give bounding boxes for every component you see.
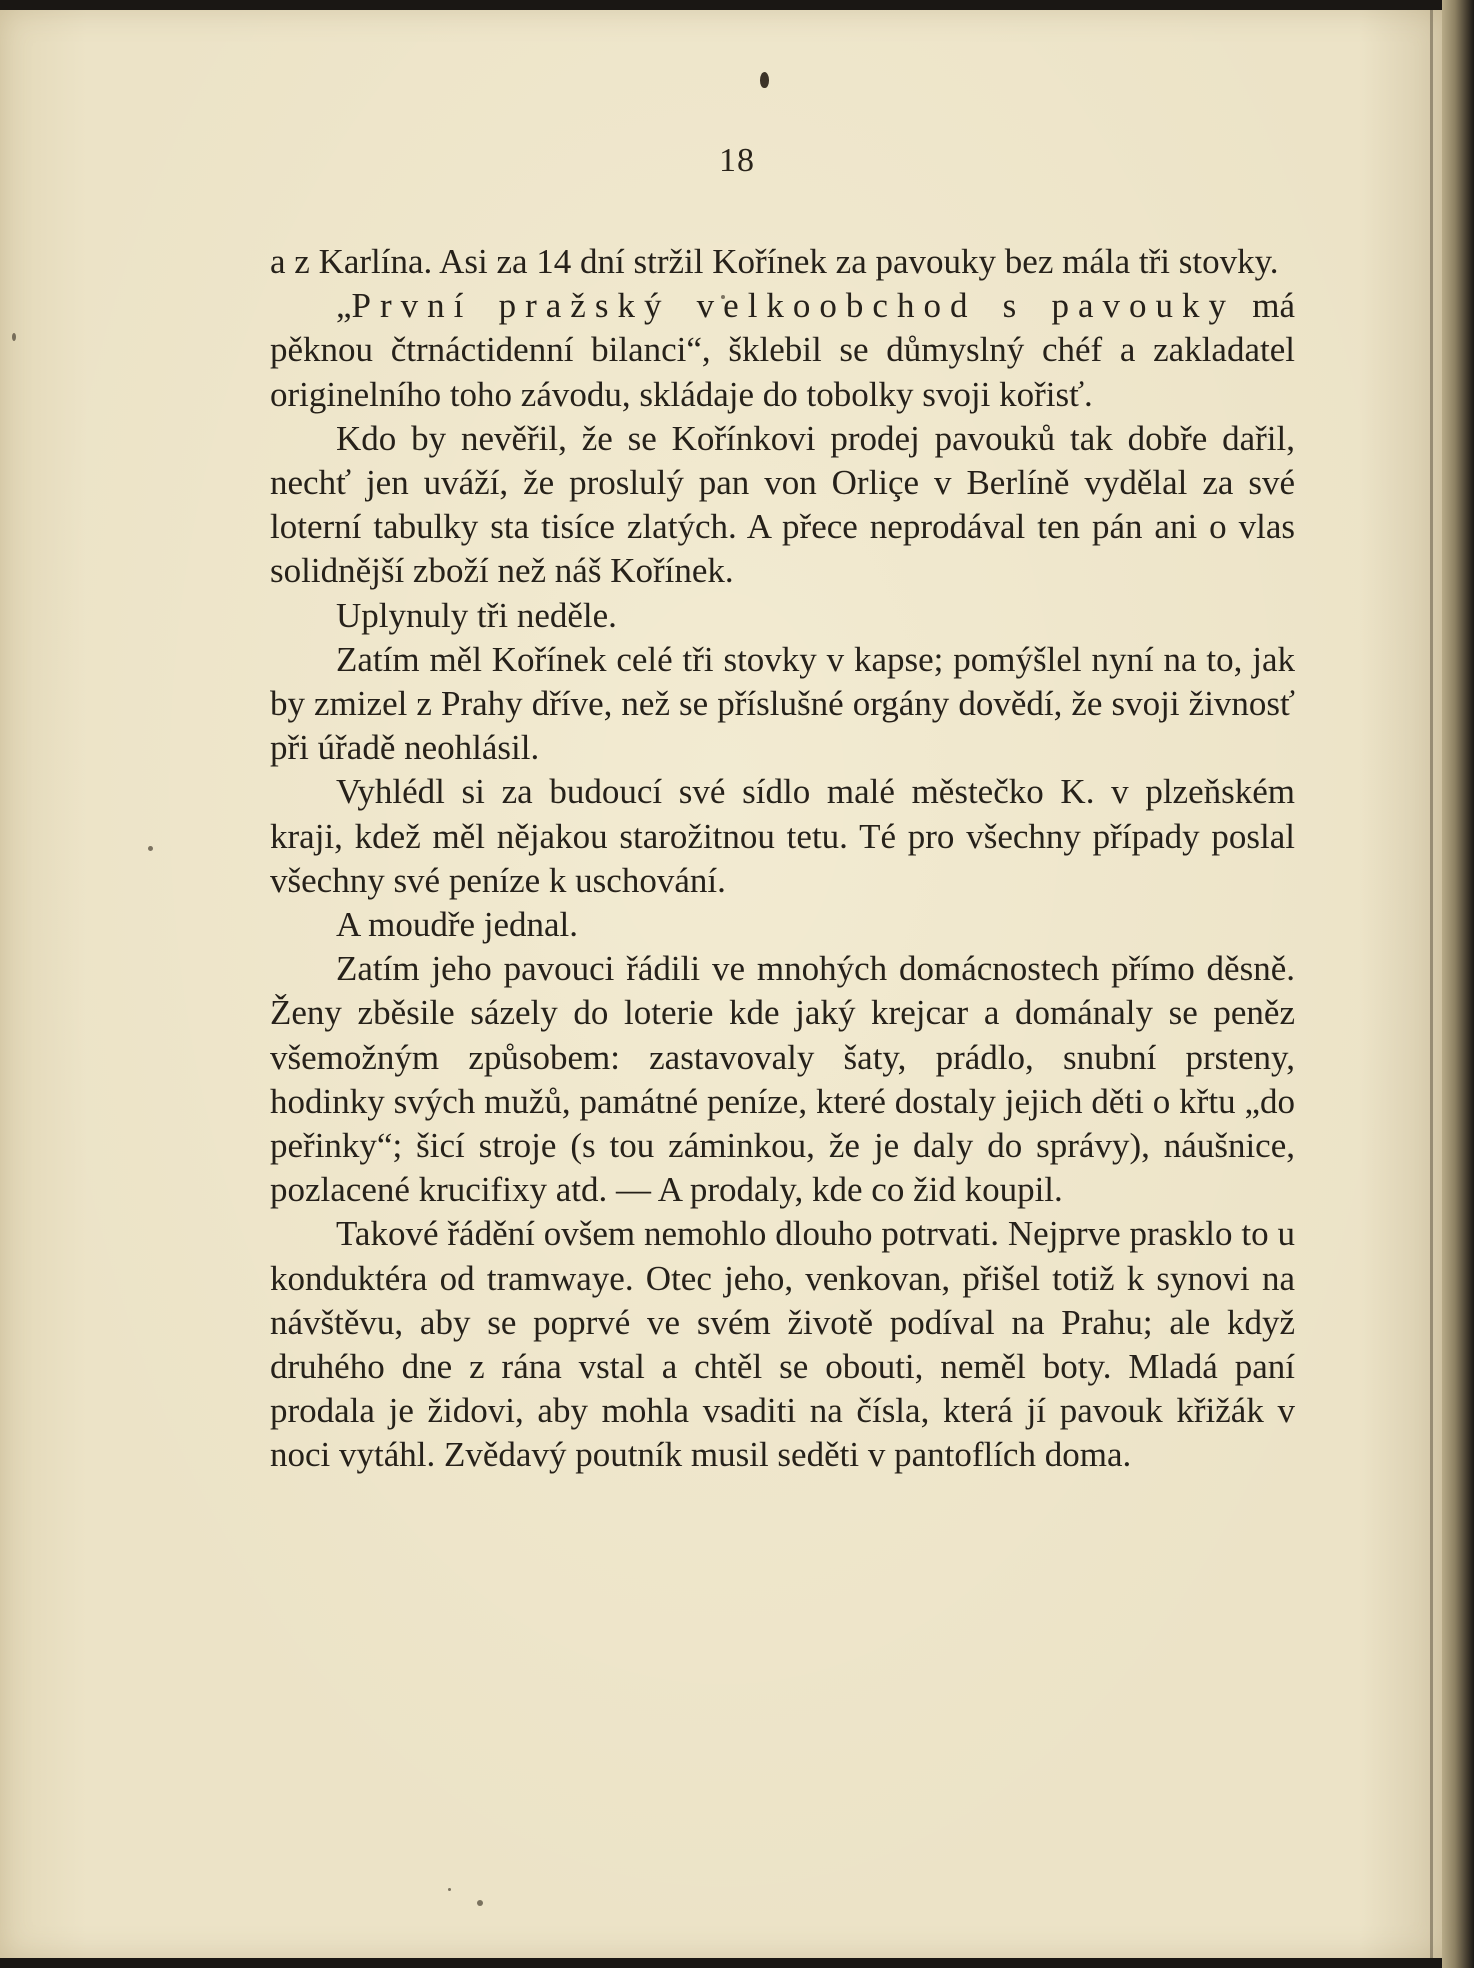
paragraph: Zatím měl Kořínek celé tři stovky v kapse; pomýšlel nyní na to, jak by zmizel z Prahy dříve, než se příslušné orgány dovědí, že svoji živnosť při úřadě neohlásil. [270,639,1295,768]
page-edge-shadow [1430,10,1433,1958]
ink-blot [760,72,769,88]
paragraph: Uplynuly tři neděle. [336,595,617,635]
paragraph: Vyhlédl si za budoucí své sídlo malé městečko K. v plzeňském kraji, kdež měl nějakou starožitnou tetu. Té pro všechny případy poslal všechny své peníze k uschování. [270,772,1295,900]
opening-quote: „ [336,286,352,326]
paragraph: Zatím jeho pavouci řádili ve mnohých domácnostech přímo děsně. Ženy zběsile sázely do loterie kde jaký krejcar a dománaly se peněz všemožným způsobem: zastavovaly šaty, prádlo, snubní prsteny, hodinky svých mužů, památné peníze, které dostaly jejich děti o křtu „do peřinky“; šicí stroje (s tou záminkou, že je daly do správy), náušnice, pozlacené krucifixy atd. — A prodaly, kde co žid koupil. [270,949,1295,1210]
ink-speck [12,333,16,341]
body-text [270,240,1295,1478]
ink-speck [448,1888,451,1891]
paragraph: A moudře jednal. [336,905,579,945]
ink-speck [148,846,153,851]
paragraph: Kdo by nevěřil, že se Kořínkovi prodej pavouků tak dobře dařil, nechť jen uváží, že proslulý pan von Orliçe v Berlíně vydělal za své loterní tabulky sta tisíce zlatých. A přece neprodával ten pán ani o vlas solidnější zboží než náš Kořínek. [270,418,1295,591]
paragraph: Takové řádění ovšem nemohlo dlouho potrvati. Nejprve prasklo to u konduktéra od tramwaye. Otec jeho, venkovan, přišel totiž k synovi na návštěvu, aby se poprvé ve svém životě podíval na Prahu; ale když druhého dne z rána vstal a chtěl se obouti, neměl boty. Mladá paní prodala je židovi, aby mohla vsaditi na čísla, která jí pavouk křižák v noci vytáhl. Zvědavý poutník musil seděti v pantoflích doma. [270,1214,1295,1475]
spaced-emphasis: První pražský velkoobchod s pavouky [351,286,1236,326]
paragraph: a z Karlína. Asi za 14 dní stržil Kořínek za pavouky bez mála tři stovky. [270,242,1279,281]
page-number: 18 [719,142,755,179]
paragraph [270,284,1295,417]
book-spine [1442,0,1474,1968]
ink-speck [477,1900,483,1906]
paragraph-continuation: má pěknou čtrnáctidenní bilanci“, šklebil se důmyslný chéf a zakladatel originelního toho závodu, skládaje do tobolky svoji kořisť. [270,286,1295,414]
